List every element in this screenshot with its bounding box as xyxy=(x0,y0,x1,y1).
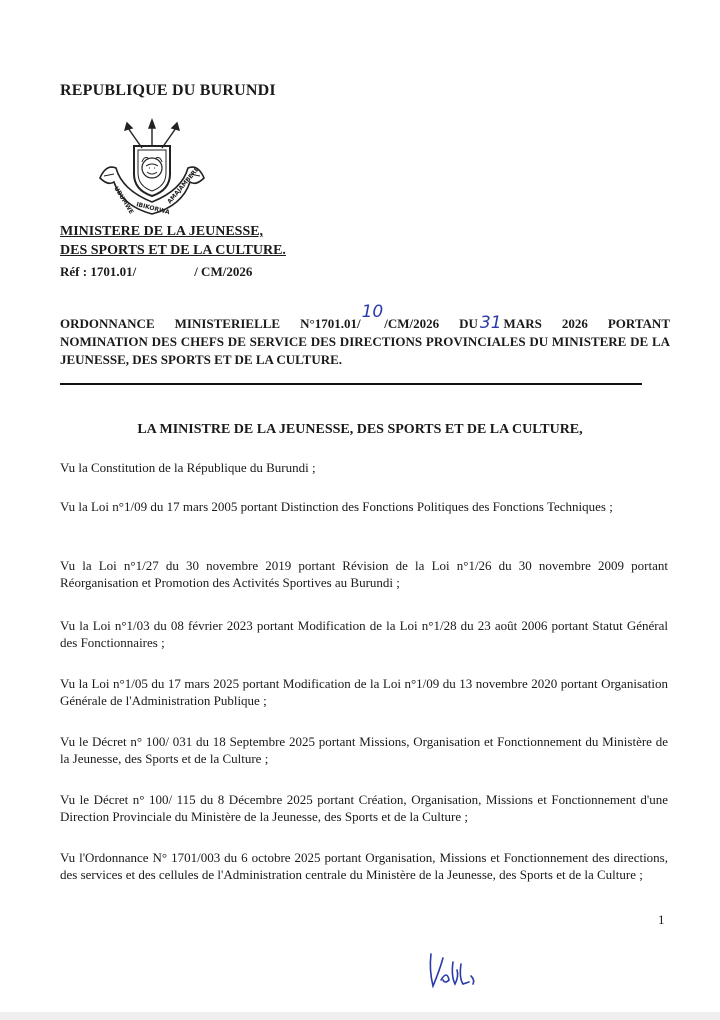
handwritten-number: 10 xyxy=(361,302,384,322)
legal-basis-paragraph: Vu la Loi n°1/09 du 17 mars 2005 portant Distinction des Fonctions Politiques des Fonctions Techniques ; xyxy=(60,499,613,514)
ref-prefix: Réf : 1701.01/ xyxy=(60,264,137,279)
legal-basis-paragraph: Vu la Loi n°1/03 du 08 février 2023 portant Modification de la Loi n°1/28 du 23 août 2006 portant Statut Général des Fonctionnaires ; xyxy=(60,618,668,650)
coat-of-arms-emblem xyxy=(92,118,212,218)
scan-bottom-edge xyxy=(0,1012,720,1020)
ministry-line-1: MINISTERE DE LA JEUNESSE, xyxy=(60,224,264,239)
minister-heading: LA MINISTRE DE LA JEUNESSE, DES SPORTS ET DE LA CULTURE, xyxy=(137,422,583,437)
handwritten-initials xyxy=(425,950,481,990)
ordonnance-part-1: ORDONNANCE MINISTERIELLE N°1701.01/ xyxy=(60,316,361,331)
svg-text:UBUMWE: UBUMWE xyxy=(112,185,135,216)
ministry-name xyxy=(60,222,286,260)
ordonnance-part-2: /CM/2026 DU xyxy=(384,316,478,331)
republic-title: REPUBLIQUE DU BURUNDI xyxy=(60,82,276,99)
page-number: 1 xyxy=(658,912,665,927)
ordonnance-part-3: MARS 2026 PORTANT NOMINATION DES CHEFS DE SERVICE DES DIRECTIONS PROVINCIALES DU MINISTERE DE LA JEUNESSE, DES SPORTS ET DE LA CULTURE. xyxy=(60,316,670,367)
legal-basis-paragraph: Vu la Constitution de la République du Burundi ; xyxy=(60,460,316,475)
legal-basis-paragraph: Vu la Loi n°1/27 du 30 novembre 2019 portant Révision de la Loi n°1/26 du 30 novembre 2009 portant Réorganisation et Promotion des Activités Sportives au Burundi ; xyxy=(60,558,668,590)
ordonnance-title xyxy=(60,302,670,369)
ref-suffix: / CM/2026 xyxy=(194,264,253,279)
ministry-line-2: DES SPORTS ET DE LA CULTURE. xyxy=(60,243,286,258)
horizontal-rule xyxy=(60,383,642,385)
svg-text:IBIKORWA: IBIKORWA xyxy=(135,201,171,217)
legal-basis-paragraph: Vu le Décret n° 100/ 031 du 18 Septembre 2025 portant Missions, Organisation et Fonctionnement du Ministère de la Jeunesse, des Sports et de la Culture ; xyxy=(60,734,668,766)
svg-text:AMAJAMBERE: AMAJAMBERE xyxy=(166,165,201,206)
legal-basis-paragraph: Vu la Loi n°1/05 du 17 mars 2025 portant Modification de la Loi n°1/09 du 13 novembre 2020 portant Organisation Générale de l'Administration Publique ; xyxy=(60,676,668,708)
legal-basis-paragraph: Vu le Décret n° 100/ 115 du 8 Décembre 2025 portant Création, Organisation, Missions et Fonctionnement d'une Direction Provinciale du Ministère de la Jeunesse, des Sports et de la Culture ; xyxy=(60,792,668,824)
handwritten-day: 31 xyxy=(479,313,502,333)
legal-basis-paragraph: Vu l'Ordonnance N° 1701/003 du 6 octobre 2025 portant Organisation, Missions et Fonctionnement des directions, des services et des cellules de l'Administration centrale du Ministère de la Jeunesse, des Sports et de la Culture ; xyxy=(60,850,668,882)
reference-number xyxy=(60,264,252,280)
